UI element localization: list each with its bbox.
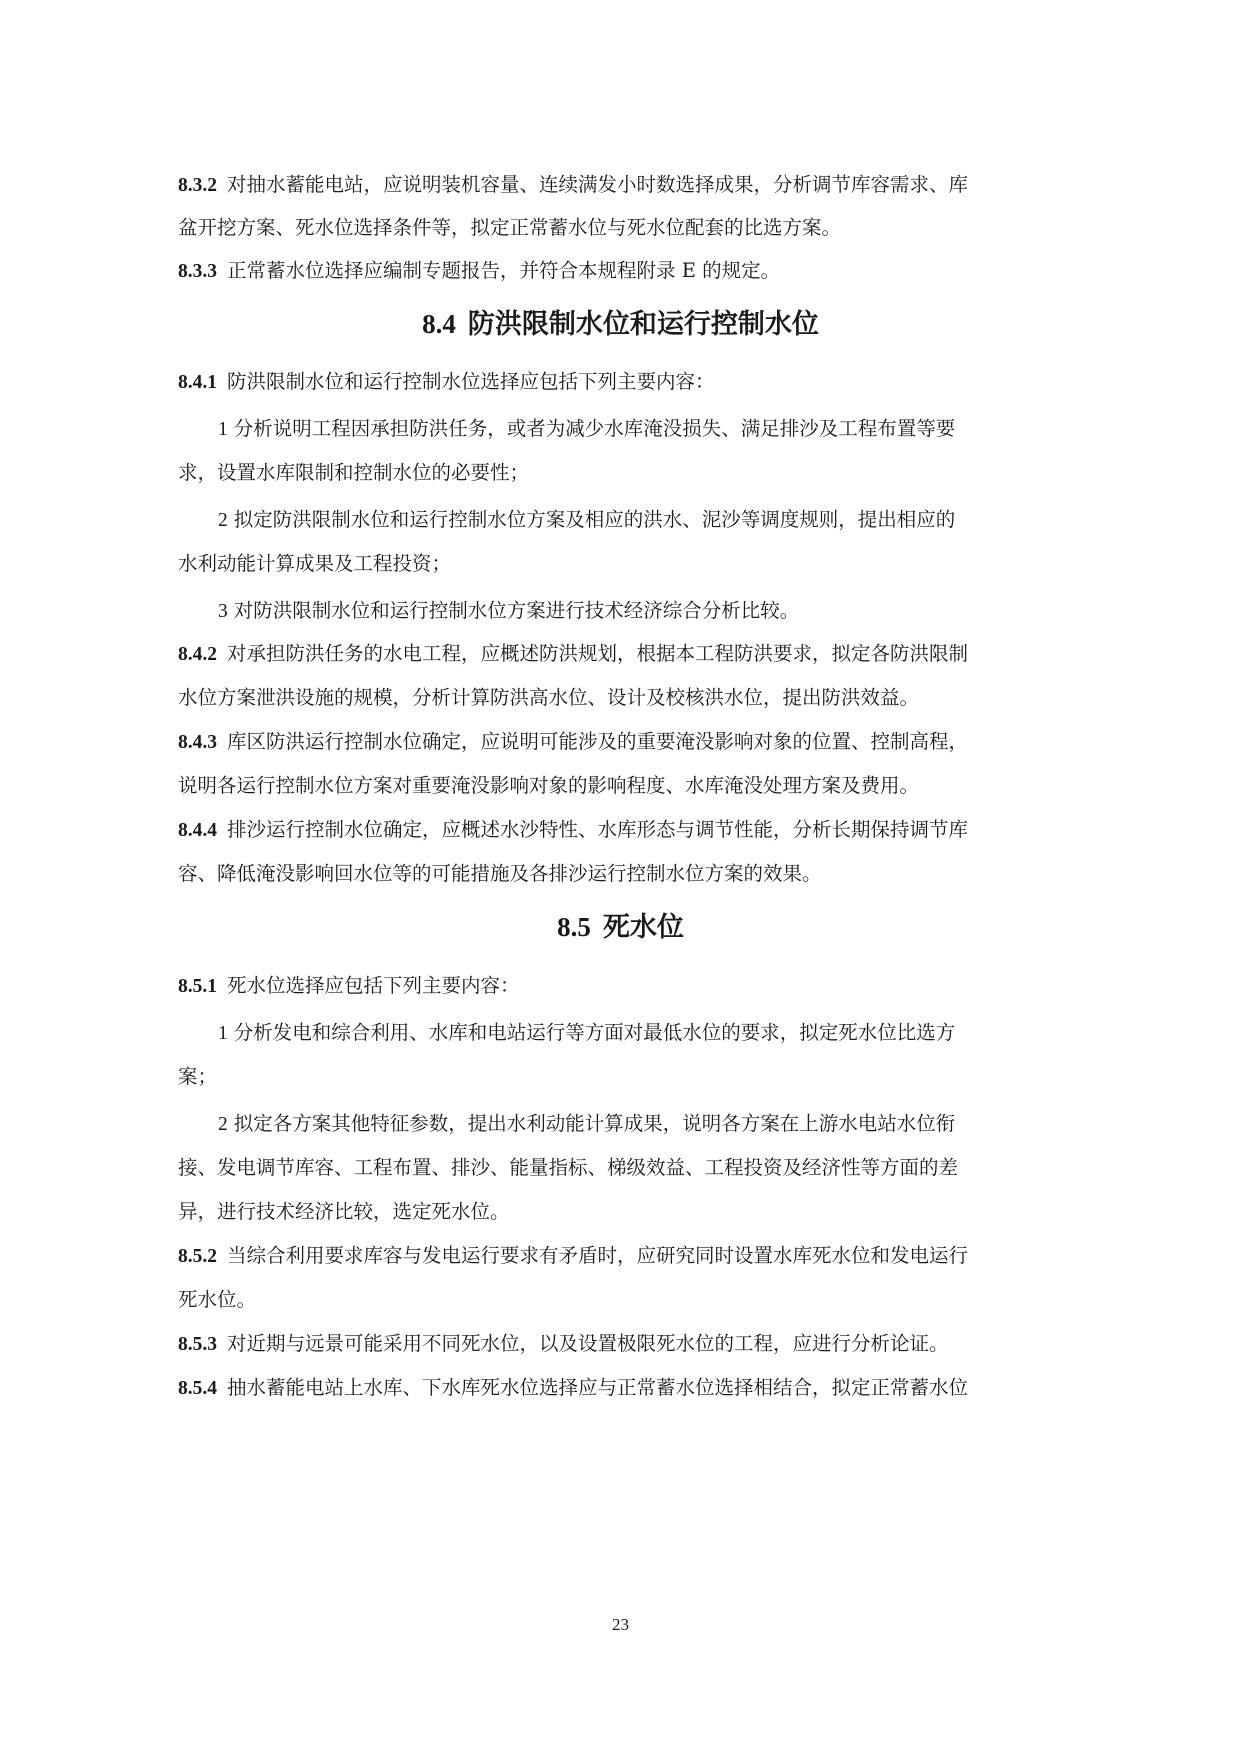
clause-number: 8.5.3 [178,1334,217,1355]
section-title: 防洪限制水位和运行控制水位 [467,309,819,340]
clause-number: 8.5.2 [178,1246,217,1267]
clause-number: 8.4.4 [178,820,217,841]
section-number: 8.4 [422,309,456,339]
clause-text: 排沙运行控制水位确定，应概述水沙特性、水库形态与调节性能，分析长期保持调节库 [227,818,969,841]
list-item-8-5-1-2-line-3: 异，进行技术经济比较，选定死水位。 [178,1200,510,1223]
clause-number: 8.5.1 [178,976,217,997]
clause-text: 对近期与远景可能采用不同死水位，以及设置极限死水位的工程，应进行分析论证。 [227,1332,949,1355]
list-item-8-5-1-1-line-2: 案； [178,1065,218,1088]
clause-number: 8.4.3 [178,732,217,753]
item-text: 对防洪限制水位和运行控制水位方案进行技术经济综合分析比较。 [233,599,800,622]
clause-8-4-2-line-1 [178,641,1068,668]
list-item-8-4-1-3-line-1 [218,598,1068,625]
clause-text: 当综合利用要求库容与发电运行要求有矛盾时，应研究同时设置水库死水位和发电运行 [227,1244,969,1267]
item-number: 1 [218,419,228,440]
section-number: 8.5 [557,912,591,942]
item-text: 分析发电和综合利用、水库和电站运行等方面对最低水位的要求，拟定死水位比选方 [233,1021,956,1044]
clause-8-4-4-line-1 [178,817,1068,844]
clause-8-5-4-line-1 [178,1375,1068,1402]
clause-number: 8.4.2 [178,644,217,665]
clause-number: 8.3.3 [178,261,217,282]
list-item-8-5-1-1-line-1 [218,1020,1068,1047]
clause-text: 库区防洪运行控制水位确定，应说明可能涉及的重要淹没影响对象的位置、控制高程， [227,730,969,753]
clause-text: 抽水蓄能电站上水库、下水库死水位选择应与正常蓄水位选择相结合，拟定正常蓄水位 [227,1376,969,1399]
clause-8-3-2-line-1 [178,172,1068,199]
clause-text: 死水位选择应包括下列主要内容： [227,974,520,997]
clause-8-5-2-line-2: 死水位。 [178,1288,257,1311]
item-text: 拟定防洪限制水位和运行控制水位方案及相应的洪水、泥沙等调度规则，提出相应的 [233,508,956,531]
clause-number: 8.3.2 [178,175,217,196]
clause-8-3-3-line-1 [178,258,1068,285]
section-heading-8-4 [0,307,1241,342]
clause-number: 8.4.1 [178,372,217,393]
item-number: 2 [218,1114,228,1135]
clause-text: 对抽水蓄能电站，应说明装机容量、连续满发小时数选择成果，分析调节库容需求、库 [227,173,969,196]
clause-8-4-1-line-1 [178,369,1068,396]
list-item-8-4-1-2-line-1 [218,507,1068,534]
clause-text: 正常蓄水位选择应编制专题报告，并符合本规程附录 E 的规定。 [227,259,781,282]
section-title: 死水位 [602,912,684,943]
item-number: 3 [218,601,228,622]
clause-8-4-4-line-2: 容、降低淹没影响回水位等的可能措施及各排沙运行控制水位方案的效果。 [178,862,822,885]
list-item-8-4-1-1-line-1 [218,416,1068,443]
clause-8-3-2-line-2: 盆开挖方案、死水位选择条件等，拟定正常蓄水位与死水位配套的比选方案。 [178,216,842,239]
clause-8-4-2-line-2: 水位方案泄洪设施的规模，分析计算防洪高水位、设计及校核洪水位，提出防洪效益。 [178,686,920,709]
page-number: 23 [612,1615,629,1634]
item-text: 拟定各方案其他特征参数，提出水利动能计算成果，说明各方案在上游水电站水位衔 [233,1112,956,1135]
clause-8-4-3-line-1 [178,729,1068,756]
item-number: 1 [218,1023,228,1044]
clause-8-5-1-line-1 [178,973,1068,1000]
clause-number: 8.5.4 [178,1378,217,1399]
item-number: 2 [218,510,228,531]
item-text: 分析说明工程因承担防洪任务，或者为减少水库淹没损失、满足排沙及工程布置等要 [233,417,956,440]
list-item-8-4-1-1-line-2: 求，设置水库限制和控制水位的必要性； [178,461,530,484]
clause-8-5-3-line-1 [178,1331,1068,1358]
list-item-8-5-1-2-line-2: 接、发电调节库容、工程布置、排沙、能量指标、梯级效益、工程投资及经济性等方面的差 [178,1156,959,1179]
clause-text: 防洪限制水位和运行控制水位选择应包括下列主要内容： [227,370,715,393]
section-heading-8-5 [0,910,1241,945]
clause-8-4-3-line-2: 说明各运行控制水位方案对重要淹没影响对象的影响程度、水库淹没处理方案及费用。 [178,774,920,797]
clause-8-5-2-line-1 [178,1243,1068,1270]
list-item-8-4-1-2-line-2: 水利动能计算成果及工程投资； [178,552,452,575]
clause-text: 对承担防洪任务的水电工程，应概述防洪规划，根据本工程防洪要求，拟定各防洪限制 [227,642,969,665]
list-item-8-5-1-2-line-1 [218,1111,1068,1138]
